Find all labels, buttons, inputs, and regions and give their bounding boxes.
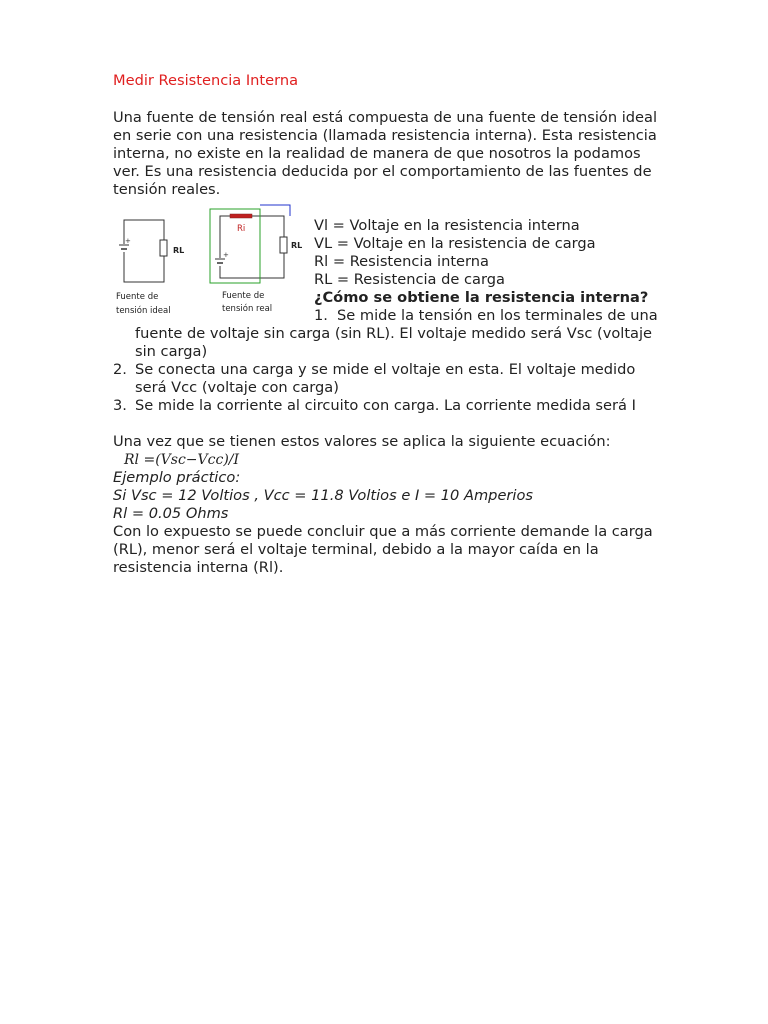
equation-intro: Una vez que se tienen estos valores se aplica la siguiente ecuación: bbox=[113, 433, 611, 450]
ideal-caption-line: Fuente de bbox=[116, 292, 159, 302]
internal-resistor-icon bbox=[230, 214, 252, 218]
step-number: 2. bbox=[113, 361, 127, 378]
ri-label: Ri bbox=[237, 224, 246, 234]
load-resistor-icon bbox=[160, 240, 167, 256]
ideal-caption-line: tensión ideal bbox=[116, 306, 171, 316]
real-source-circuit bbox=[210, 205, 302, 314]
step-line: Se conecta una carga y se mide el voltaje en esta. El voltaje medido bbox=[135, 361, 636, 378]
section-question: ¿Cómo se obtiene la resistencia interna? bbox=[314, 289, 649, 306]
conclusion-line: resistencia interna (Rl). bbox=[113, 559, 284, 576]
example-result: Rl = 0.05 Ohms bbox=[113, 505, 229, 522]
real-source-box bbox=[210, 209, 260, 283]
rl-label: RL bbox=[173, 246, 185, 255]
rl-label: RL bbox=[291, 241, 303, 250]
step-line: Se mide la corriente al circuito con carga. La corriente medida será I bbox=[135, 397, 636, 414]
definition-item: RL = Resistencia de carga bbox=[314, 271, 505, 288]
step-number: 1. bbox=[314, 307, 328, 324]
step-line: sin carga) bbox=[135, 343, 208, 360]
equation: Rl =(Vsc−Vcc)/I bbox=[124, 452, 240, 468]
intro-line: interna, no existe en la realidad de manera de que nosotros la podamos bbox=[113, 145, 641, 162]
example-label: Ejemplo práctico: bbox=[113, 469, 241, 486]
intro-line: Una fuente de tensión real está compuesta de una fuente de tensión ideal bbox=[113, 109, 658, 126]
step-number: 3. bbox=[113, 397, 127, 414]
definition-item: VL = Voltaje en la resistencia de carga bbox=[314, 235, 596, 252]
terminal-wire bbox=[260, 205, 290, 216]
step-line: fuente de voltaje sin carga (sin RL). El voltaje medido será Vsc (voltaje bbox=[135, 325, 653, 342]
conclusion-line: (RL), menor será el voltaje terminal, debido a la mayor caída en la bbox=[113, 541, 599, 558]
intro-line: ver. Es una resistencia deducida por el comportamiento de las fuentes de bbox=[113, 163, 652, 180]
conclusion-line: Con lo expuesto se puede concluir que a más corriente demande la carga bbox=[113, 523, 653, 540]
step-line: será Vcc (voltaje con carga) bbox=[135, 379, 339, 396]
example-given: Si Vsc = 12 Voltios , Vcc = 11.8 Voltios e I = 10 Amperios bbox=[113, 487, 534, 504]
definition-item: Rl = Resistencia interna bbox=[314, 253, 489, 270]
ideal-source-circuit bbox=[116, 220, 184, 316]
real-caption-line: Fuente de bbox=[222, 291, 265, 301]
load-resistor-icon bbox=[280, 237, 287, 253]
plus-sign: + bbox=[223, 251, 229, 259]
real-caption-line: tensión real bbox=[222, 304, 273, 314]
circuit-figure bbox=[110, 200, 310, 320]
intro-line: en serie con una resistencia (llamada resistencia interna). Esta resistencia bbox=[113, 127, 657, 144]
step-line: Se mide la tensión en los terminales de una bbox=[337, 307, 658, 324]
plus-sign: + bbox=[125, 237, 131, 245]
document-title: Medir Resistencia Interna bbox=[113, 72, 299, 89]
intro-line: tensión reales. bbox=[113, 181, 221, 198]
definition-item: Vl = Voltaje en la resistencia interna bbox=[314, 217, 580, 234]
